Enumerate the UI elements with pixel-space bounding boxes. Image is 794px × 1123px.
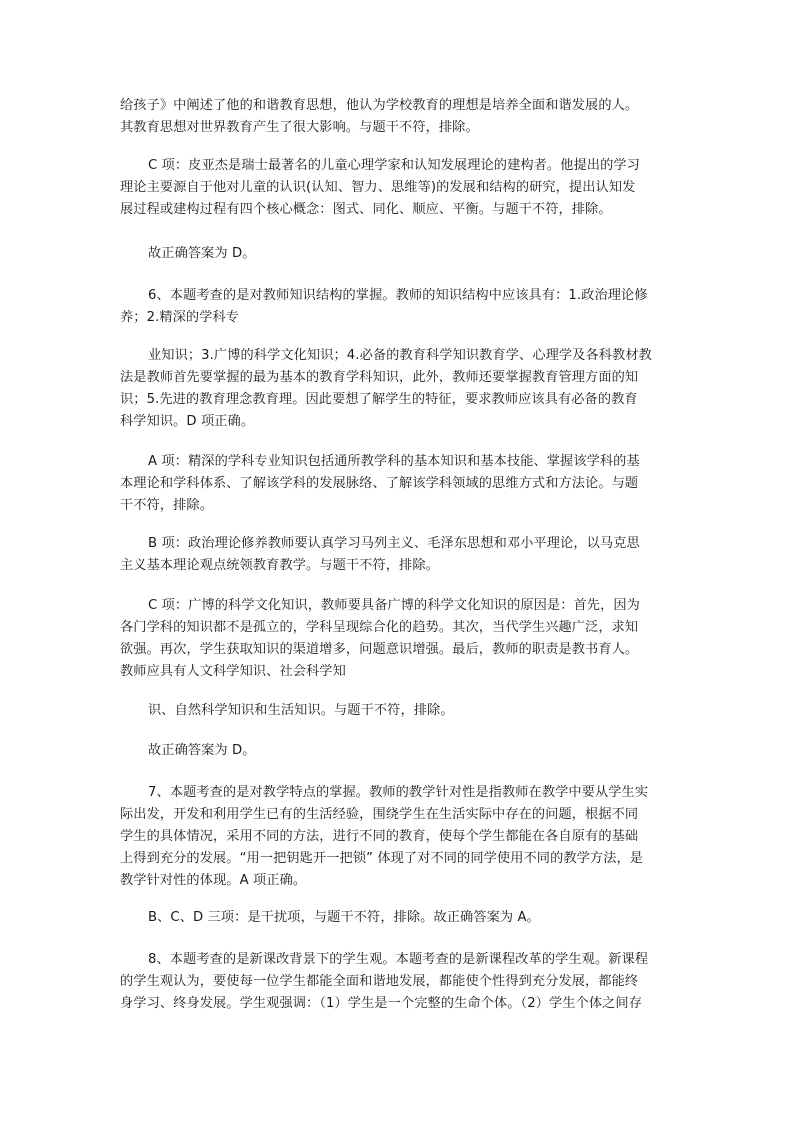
text-line: 识；5.先进的教育理念教育理。因此要想了解学生的特征，要求教师应该具有必备的教育 (120, 392, 638, 407)
text-line: 上得到充分的发展。“用一把钥匙开一把锁” 体现了对不同的同学使用不同的教学方法，是 (120, 851, 644, 866)
text-line: 故正确答案为 D。 (148, 743, 256, 758)
text-line: 展过程或建构过程有四个核心概念：图式、同化、顺应、平衡。与题干不符，排除。 (120, 202, 612, 217)
text-line: 科学知识。D 项正确。 (120, 414, 255, 429)
text-line: 学生的具体情况，采用不同的方法，进行不同的教育，使每个学生都能在各自原有的基础 (120, 829, 639, 844)
text-line: C 项：广博的科学文化知识，教师要具备广博的科学文化知识的原因是：首先，因为 (148, 598, 640, 613)
text-line: 7、本题考查的是对教学特点的掌握。教师的教学针对性是指教师在教学中要从学生实 (148, 785, 649, 800)
text-line: 身学习、终身发展。学生观强调：（1）学生是一个完整的生命个体。（2）学生个体之间存 (120, 996, 642, 1011)
text-line: B、C、D 三项：是干扰项，与题干不符，排除。故正确答案为 A。 (148, 910, 540, 925)
paragraph-10 (120, 740, 682, 762)
paragraph-3 (120, 243, 682, 265)
paragraph-2 (120, 155, 682, 221)
paragraph-7 (120, 533, 682, 577)
paragraph-9 (120, 700, 682, 722)
paragraph-13 (120, 949, 682, 1015)
text-line: 法是教师首先要掌握的最为基本的教育学科知识，此外，教师还要掌握教育管理方面的知 (120, 370, 639, 385)
text-line: 给孩子》中阐述了他的和谐教育思想，他认为学校教育的理想是培养全面和谐发展的人。 (120, 98, 639, 113)
text-line: 主义基本理论观点统领教育教学。与题干不符，排除。 (120, 558, 439, 573)
paragraph-1 (120, 95, 682, 139)
text-line: 际出发，开发和利用学生已有的生活经验，围绕学生在生活实际中存在的问题，根据不同 (120, 807, 639, 822)
text-line: 故正确答案为 D。 (148, 246, 256, 261)
text-line: C 项：皮亚杰是瑞士最著名的儿童心理学家和认知发展理论的建构者。他提出的学习 (148, 158, 640, 173)
text-line: 业知识；3.广博的科学文化知识；4.必备的教育科学知识教育学、心理学及各科教材教 (148, 348, 652, 363)
text-line: 干不符，排除。 (120, 498, 214, 513)
paragraph-4 (120, 285, 682, 329)
text-line: 本理论和学科体系、了解该学科的发展脉络、了解该学科领域的思维方式和方法论。与题 (120, 476, 639, 491)
text-line: 8、本题考查的是新课改背景下的学生观。本题考查的是新课程改革的学生观。新课程 (148, 952, 649, 967)
paragraph-12 (120, 907, 682, 929)
text-line: 其教育思想对世界教育产生了很大影响。与题干不符，排除。 (120, 120, 479, 135)
paragraph-6 (120, 451, 682, 517)
text-line: 欲强。再次，学生获取知识的渠道增多，问题意识增强。最后，教师的职责是教书育人。 (120, 642, 639, 657)
text-line: B 项：政治理论修养教师要认真学习马列主义、毛泽东思想和邓小平理论，以马克思 (148, 536, 640, 551)
paragraph-11 (120, 782, 682, 892)
text-line: 识、自然科学知识和生活知识。与题干不符，排除。 (148, 703, 454, 718)
text-line: 养；2.精深的学科专 (120, 310, 240, 325)
paragraph-8 (120, 595, 682, 683)
paragraph-5 (120, 345, 682, 433)
text-line: 理论主要源自于他对儿童的认识(认知、智力、思维等)的发展和结构的研究，提出认知发 (120, 180, 636, 195)
text-line: 教师应具有人文科学知识、社会科学知 (120, 664, 346, 679)
text-line: 教学针对性的体现。A 项正确。 (120, 873, 307, 888)
text-line: 6、本题考查的是对教师知识结构的掌握。教师的知识结构中应该具有：1.政治理论修 (148, 288, 648, 303)
text-line: 各门学科的知识都不是孤立的，学科呈现综合化的趋势。其次，当代学生兴趣广泛，求知 (120, 620, 639, 635)
text-line: A 项：精深的学科专业知识包括通所教学科的基本知识和基本技能、掌握该学科的基 (148, 454, 640, 469)
text-line: 的学生观认为，要使每一位学生都能全面和谐地发展，都能使个性得到充分发展，都能终 (120, 974, 639, 989)
